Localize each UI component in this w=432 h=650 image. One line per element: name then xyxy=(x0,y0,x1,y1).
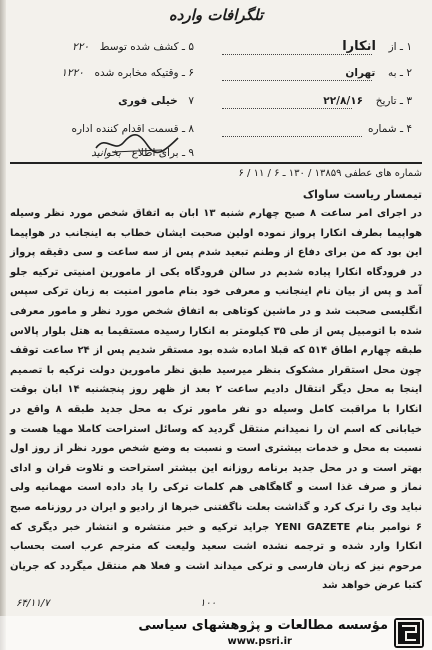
watermark-institute-name: مؤسسه مطالعات و پژوهشهای سیاسی xyxy=(138,618,388,633)
field-for-info-value: بخوانید xyxy=(91,147,121,159)
document-title: تلگرافات وارده xyxy=(168,6,264,24)
handwritten-signature xyxy=(92,130,182,156)
field-to-label: ۲ ـ به xyxy=(388,67,412,79)
field-transmitted xyxy=(61,66,194,80)
field-from xyxy=(342,40,412,54)
field-priority-label: ۷ xyxy=(188,95,194,107)
watermark-url[interactable]: www.psri.ir xyxy=(227,636,292,647)
field-to-value: تهران xyxy=(345,67,376,79)
footer-marks: ۱۰۰ xyxy=(200,598,217,609)
header-divider xyxy=(10,162,422,164)
salutation: تیمسار ریاست ساواک xyxy=(302,188,422,201)
psri-logo-icon xyxy=(394,618,424,648)
field-from-value: انکارا xyxy=(342,39,376,54)
field-priority xyxy=(118,94,194,108)
telegram-body xyxy=(10,204,422,596)
body-paragraph: در اجرای امر ساعت ۸ صبح چهارم شنبه ۱۳ ابان به اتفاق شخص مورد نظر وسیله هواپیما بطرف انکارا پرواز نموده اولین صحبت ایشان خطاب به اینجانب در هواپیما این بود که من برای دفاع از وطنم تبعید شدم پس از سه ساعت و سی دقیقه پرواز در فرودگاه انکارا پیاده شدیم در سالن فرودگاه یکی از مامورین امنیتی ترکیه جلو آمد و پس از بیان نام اینجانب و معرفی خود بنام مامور امنیت به زبان ترکی سپس انگلیسی صحبت شد و در ماشین کوتاهی به اتفاق شخص مورد نظر و مامور معرفی شده با اتومبیل پس از طی ۳۵ کیلومتر به انکارا رسیده مستقیما به هتل بلوار پالاس طبقه چهارم اطاق ۵۱۴ که قبلا اماده شده بود مستقر شدیم پس از ۲۴ ساعت توقف چون محل استقرار مشکوک بنظر میرسید طبق نظر مامورین دولت ترکیه با تصمیم اینجا به محل دیگر انتقال دادیم ساعت ۲ بعد از ظهر روز پنجشنبه ۱۴ ابان بوقت انکارا با مراقبت کامل وسیله دو نفر مامور ترک به محل جدید طبقه ۸ واقع در خیابانی که اسم ان را نمیدانم منتقل گردید که وسائل استراحت کاملا مهیا هست و نسبت به محل و خدمات بیشتری است و نسبت به وضع شخص مورد نظر از روز اول بهتر است و در محل جدید برنامه روزانه این بیشتر استراحت و تلاوت قران و ادای نماز و صرف غذا است و گاهگاهی هم کلمات ترکی را یاد داده است مهمانیه ولی نباید وی را ترک کرد و گذاشت بعلت ناگفتنی خبرها از رادیو و ایران در روزنامه صبح ۶ نوامبر بنام YENI GAZETE جراید ترکیه و خبر منتشره و انتشار خبر دیگری که انکارا وارد شده و ترجمه نشده اشت سعید ولیعت که مترجم عرب است بحساب مرحوم نیز که زبان فارسی و ترکی میداند اشت و فعلا هم منتقل میگردد که جریان کتبا عرض خواهد شد xyxy=(10,208,423,592)
field-priority-value: خیلی فوری xyxy=(118,95,178,107)
field-date-underline xyxy=(222,108,352,109)
field-number xyxy=(368,122,412,136)
field-decoded-by xyxy=(72,40,194,54)
field-date-label: ۳ ـ تاریخ xyxy=(375,95,412,107)
field-date-value: ۲۲/۸/۱۶ xyxy=(323,95,364,107)
field-to-underline xyxy=(222,80,372,81)
field-decoded-by-label: ۵ ـ کشف شده توسط xyxy=(99,41,194,53)
field-from-underline xyxy=(222,54,372,55)
field-to xyxy=(345,66,412,80)
field-number-label: ۴ ـ شماره xyxy=(367,123,412,135)
field-for-info-label: ۹ ـ برای اطلاع xyxy=(131,147,194,159)
field-action-dept-label: ۸ ـ قسمت اقدام کننده اداره xyxy=(71,123,194,135)
field-from-label: ۱ ـ از xyxy=(388,41,412,53)
scan-edge xyxy=(0,0,6,650)
field-transmitted-label: ۶ ـ وقتیکه مخابره شده xyxy=(94,67,194,79)
footer-date: ۶۴/۱۱/۷ xyxy=(16,598,50,609)
field-transmitted-value: ۱۲۲۰ xyxy=(61,67,84,79)
field-date xyxy=(323,94,412,108)
field-decoded-by-value: ۲۲۰ xyxy=(72,41,90,53)
field-number-underline xyxy=(222,136,362,137)
reference-code: شماره های عطفی ۱۳۸۵۹ / ۱۳۰ ـ ۶ / ۱۱ / ۶ xyxy=(238,168,422,179)
